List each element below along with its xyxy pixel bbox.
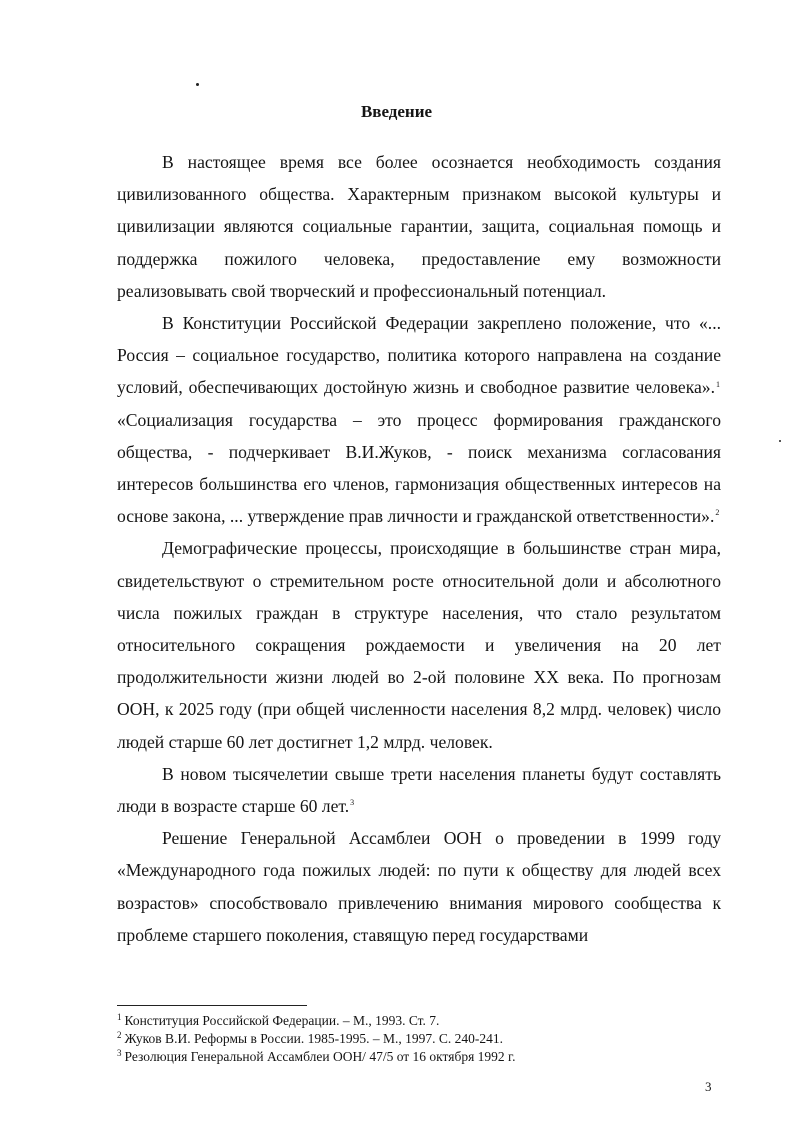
footnote-1 bbox=[117, 1012, 721, 1030]
footnote-number: 3 bbox=[117, 1047, 122, 1058]
footnote-ref-1: 1 bbox=[716, 379, 720, 389]
paragraph-4 bbox=[117, 758, 721, 822]
paragraph-3: Демографические процессы, происходящие в большинстве стран мира, свидетельствуют о стремительном росте относительной доли и абсолютного числа пожилых граждан в структуре населения, что стало результатом относительного сокращения рождаемости и увеличения на 20 лет продолжительности жизни людей во 2-ой половине XX века. По прогнозам ООН, к 2025 году (при общей численности населения 8,2 млрд. человек) число людей старше 60 лет достигнет 1,2 млрд. человек. bbox=[117, 538, 721, 752]
footnote-number: 2 bbox=[117, 1029, 122, 1040]
footnote-text: Конституция Российской Федерации. – М., 1993. Ст. 7. bbox=[124, 1013, 440, 1028]
footnote-number: 1 bbox=[117, 1011, 122, 1022]
footnote-ref-2: 2 bbox=[715, 508, 720, 518]
footnote-ref-3: 3 bbox=[350, 798, 355, 808]
footnote-text: Жуков В.И. Реформы в России. 1985-1995. – М., 1997. С. 240-241. bbox=[124, 1031, 504, 1046]
paragraph-2 bbox=[117, 307, 721, 532]
footnote-2 bbox=[117, 1030, 721, 1048]
page-title: Введение bbox=[360, 102, 433, 121]
scan-speck bbox=[779, 440, 781, 442]
footnotes bbox=[117, 1012, 721, 1066]
paragraph-5: Решение Генеральной Ассамблеи ООН о проведении в 1999 году «Международного года пожилых людей: по пути к обществу для людей всех возрастов» способствовало привлечению внимания мирового сообщества к проблеме старшего поколения, ставящую перед государствами bbox=[117, 828, 721, 945]
paragraph-2-text-1: В Конституции Российской Федерации закреплено положение, что «... Россия – социальное государство, политика которого направлена на создание условий, обеспечивающих достойную жизнь и свободное развитие человека». bbox=[117, 313, 721, 398]
paragraph-4-text: В новом тысячелетии свыше трети населения планеты будут составлять люди в возрасте старше 60 лет. bbox=[117, 763, 721, 817]
document-body bbox=[117, 146, 721, 951]
footnote-separator bbox=[117, 1005, 307, 1006]
page-number: 3 bbox=[705, 1079, 712, 1094]
footnote-3 bbox=[117, 1048, 721, 1066]
paragraph-2-text-2: «Социализация государства – это процесс формирования гражданского общества, - подчеркивает В.И.Жуков, - поиск механизма согласования интересов большинства его членов, гармонизация общественных интересов на основе закона, ... утверждение прав личности и гражданской ответственности». bbox=[117, 409, 721, 527]
paragraph-1: В настоящее время все более осознается необходимость создания цивилизованного общества. Характерным признаком высокой культуры и цивилизации являются социальные гарантии, защита, социальная помощь и поддержка пожилого человека, предоставление ему возможности реализовывать свой творческий и профессиональный потенциал. bbox=[117, 152, 721, 301]
footnote-text: Резолюция Генеральной Ассамблеи ООН/ 47/5 от 16 октября 1992 г. bbox=[124, 1049, 516, 1064]
scan-speck bbox=[196, 83, 199, 86]
